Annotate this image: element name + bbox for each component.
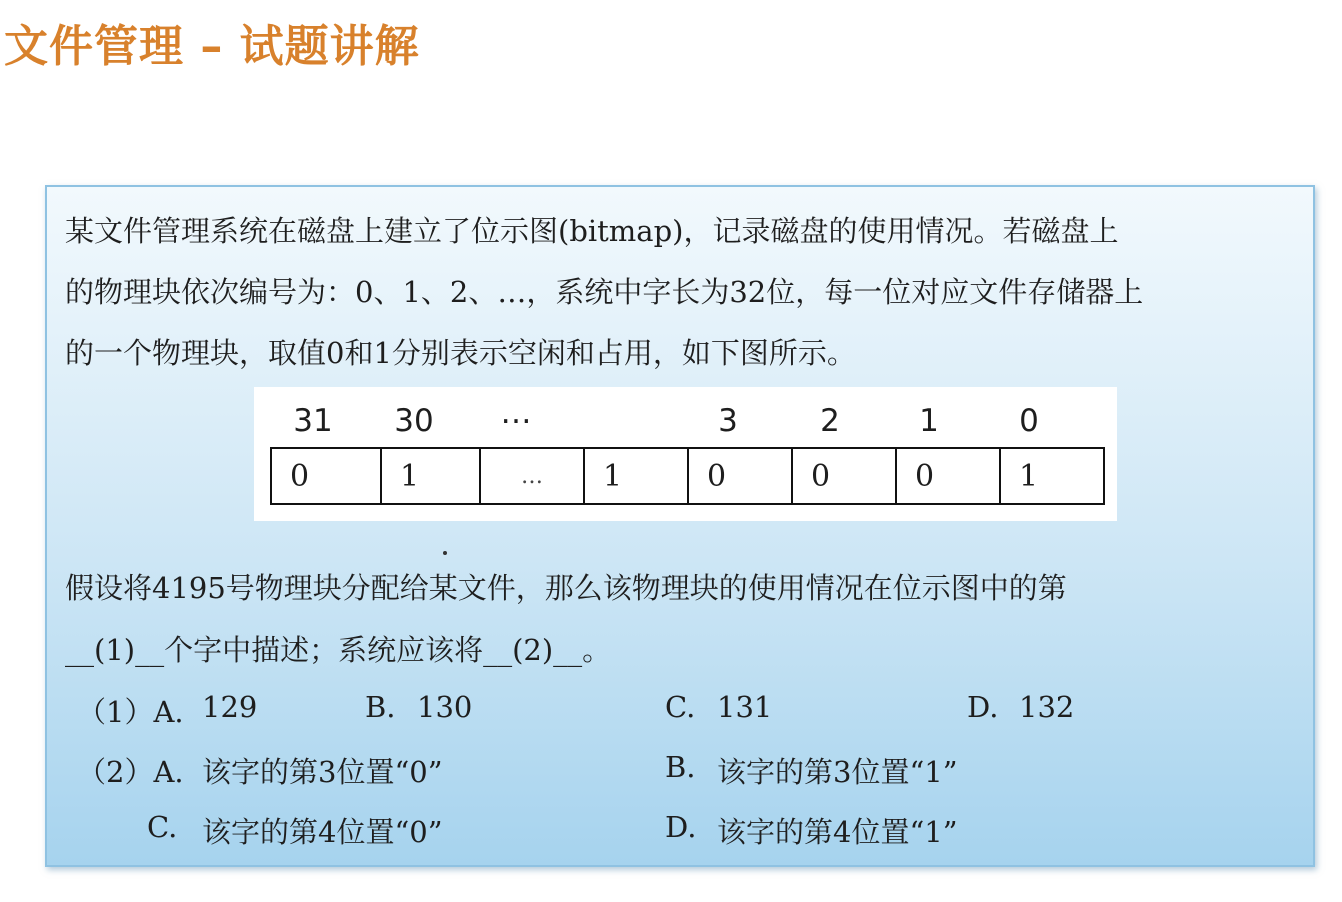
q2-option-c-label: C. (147, 810, 178, 844)
bitmap-cell: 0 (792, 448, 896, 504)
q2-option-b: 该字的第3位置“1” (717, 755, 958, 789)
question-panel (45, 185, 1315, 867)
bitmap-figure (254, 387, 1117, 521)
q1-label: （1）A. (77, 695, 184, 729)
bitmap-cell: 0 (688, 448, 792, 504)
problem-description (65, 201, 1300, 384)
bitmap-table (270, 447, 1105, 505)
bitmap-cell: 1 (1000, 448, 1104, 504)
q2-option-d: 该字的第4位置“1” (717, 815, 958, 849)
q1-option-c: 131 (717, 690, 773, 724)
bitmap-cell: 0 (271, 448, 381, 504)
bit-index-3: 3 (718, 403, 738, 439)
bitmap-cell: 0 (896, 448, 1000, 504)
question-text (65, 557, 1300, 681)
problem-line-3: 的一个物理块，取值0和1分别表示空闲和占用，如下图所示。 (65, 336, 856, 370)
bitmap-cell-ellipsis: … (480, 448, 584, 504)
bitmap-cell: 1 (584, 448, 688, 504)
stray-dot (443, 551, 447, 555)
q2-option-d-label: D. (665, 810, 697, 844)
q1-option-a: 129 (202, 690, 258, 724)
bitmap-row (271, 448, 1104, 504)
q1-option-d-label: D. (967, 690, 999, 724)
slide-title: 文件管理 – 试题讲解 (4, 21, 420, 72)
bit-index-ellipsis: … (500, 395, 532, 431)
q2-option-b-label: B. (665, 750, 696, 784)
q1-option-d: 132 (1019, 690, 1075, 724)
bit-index-31: 31 (293, 403, 333, 439)
question-line-2: __(1)__个字中描述；系统应该将__(2)__。 (65, 633, 612, 667)
bit-index-2: 2 (820, 403, 840, 439)
bit-index-1: 1 (919, 403, 939, 439)
bit-index-0: 0 (1019, 403, 1039, 439)
problem-line-1: 某文件管理系统在磁盘上建立了位示图(bitmap)，记录磁盘的使用情况。若磁盘上 (65, 214, 1119, 248)
q1-option-b: 130 (417, 690, 473, 724)
q2-option-a: 该字的第3位置“0” (202, 755, 443, 789)
question-line-1: 假设将4195号物理块分配给某文件，那么该物理块的使用情况在位示图中的第 (65, 571, 1067, 605)
bitmap-cell: 1 (381, 448, 480, 504)
q1-option-b-label: B. (365, 690, 396, 724)
q1-option-c-label: C. (665, 690, 696, 724)
bit-index-30: 30 (394, 403, 434, 439)
q2-label: （2）A. (77, 755, 184, 789)
q2-option-c: 该字的第4位置“0” (202, 815, 443, 849)
problem-line-2: 的物理块依次编号为：0、1、2、…，系统中字长为32位，每一位对应文件存储器上 (65, 275, 1144, 309)
